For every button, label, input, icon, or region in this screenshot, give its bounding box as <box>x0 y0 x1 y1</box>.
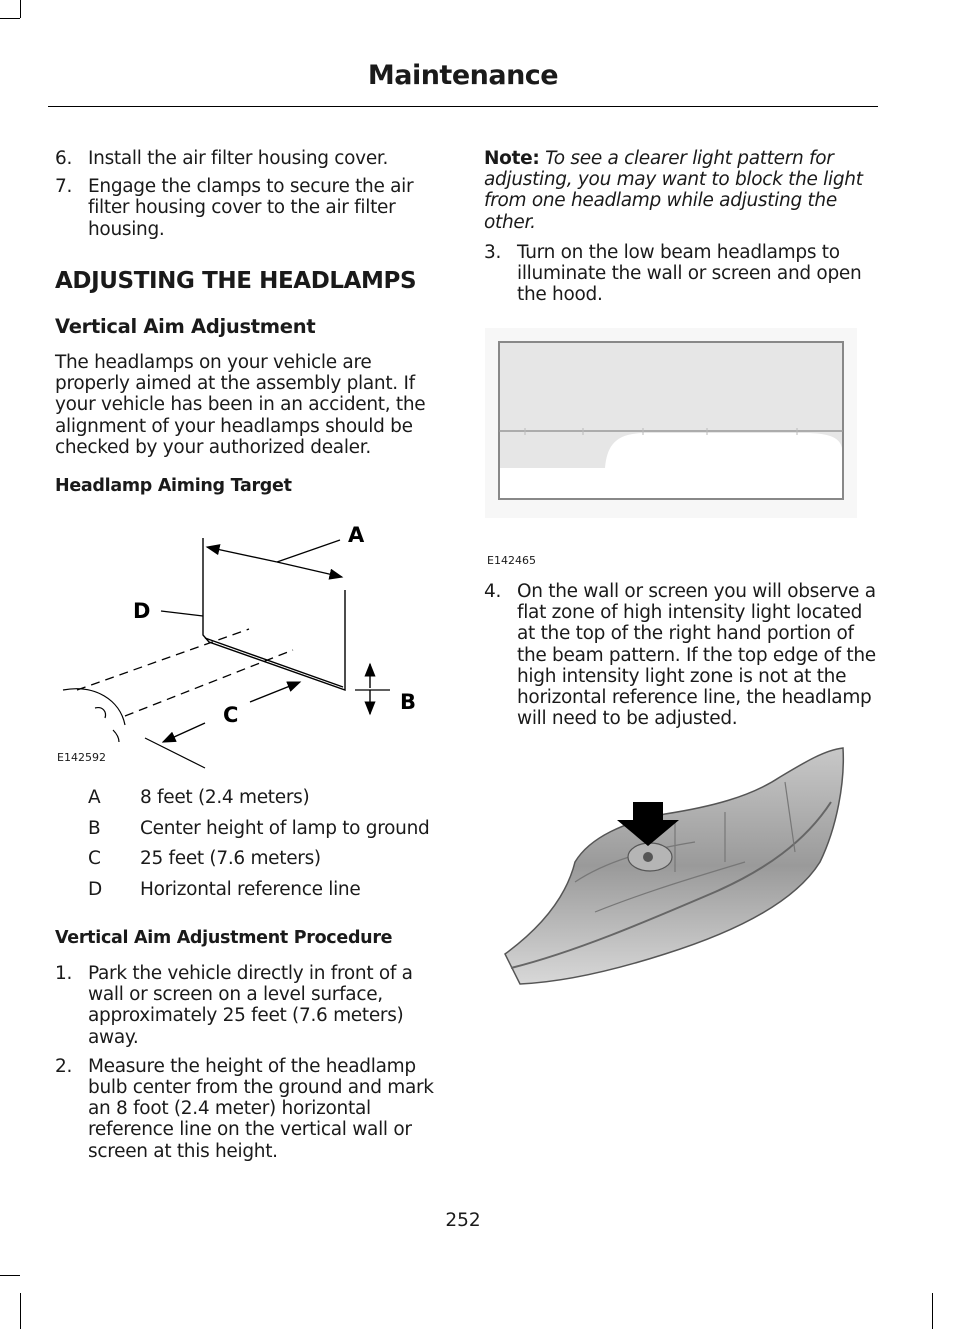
crop-mark <box>932 1293 933 1329</box>
aiming-target-diagram <box>55 520 445 770</box>
page-title: Maintenance <box>367 60 559 91</box>
arrow-a <box>207 547 277 562</box>
target-title: Headlamp Aiming Target <box>55 476 292 496</box>
label-a: A <box>348 523 365 547</box>
headlamp-housing <box>505 748 843 984</box>
leader-d <box>161 611 203 616</box>
leader-c <box>145 738 205 768</box>
step-text: On the wall or screen you will observe a flat zone of high intensity light located at the top of the right hand portion of the beam pattern. If the top edge of the high intensity light zone is not at the horizontal reference line, the headlamp will need to be adjusted. <box>517 581 876 730</box>
beam-lines <box>77 629 293 716</box>
crop-mark <box>0 18 20 19</box>
step-text: Measure the height of the headlamp bulb center from the ground and mark an 8 foot (2.4 meter) horizontal reference line on the vertical wall or screen at this height. <box>88 1055 434 1162</box>
step-text: Park the vehicle directly in front of a wall or screen on a level surface, approximately 25 feet (7.6 meters) away. <box>88 963 413 1048</box>
subsection-title: Vertical Aim Adjustment <box>55 315 316 338</box>
crop-mark <box>20 0 21 18</box>
step-3 <box>484 242 876 313</box>
legend-row <box>55 818 455 849</box>
label-d: D <box>133 599 151 623</box>
step-text: Install the air filter housing cover. <box>88 148 389 169</box>
page-number: 252 <box>445 1210 481 1231</box>
vehicle-outline <box>63 689 125 742</box>
crop-mark <box>0 1275 20 1276</box>
list-item <box>484 581 876 729</box>
legend-value: Horizontal reference line <box>140 878 361 900</box>
left-steps-top <box>55 148 445 247</box>
step-number: 3. <box>484 242 502 263</box>
note-text: To see a clearer light pattern for adjusting, you may want to block the light from one headlamp while adjusting the other. <box>484 148 863 233</box>
note-label: Note: <box>484 148 540 169</box>
legend-value: 8 feet (2.4 meters) <box>140 787 310 808</box>
legend-row <box>55 787 455 818</box>
procedure-steps <box>55 963 447 1169</box>
legend-value: 25 feet (7.6 meters) <box>140 848 321 869</box>
note-paragraph <box>484 148 874 233</box>
legend-row <box>55 848 455 879</box>
legend-value: Center height of lamp to ground <box>140 817 430 839</box>
step-text: Engage the clamps to secure the air filter housing cover to the air filter housing. <box>88 176 414 240</box>
step-number: 1. <box>55 963 73 984</box>
legend-key: D <box>88 878 102 900</box>
legend-key: C <box>88 848 101 869</box>
list-item <box>55 148 445 169</box>
step-number: 2. <box>55 1055 73 1077</box>
legend-row <box>55 879 455 910</box>
figure-id: E142592 <box>57 751 106 764</box>
step-number: 4. <box>484 581 502 602</box>
adjuster-screw <box>643 852 653 862</box>
label-b: B <box>400 690 417 714</box>
list-item <box>484 242 876 306</box>
legend-key: A <box>88 787 101 808</box>
crop-mark <box>20 1293 21 1329</box>
headlamp-assembly-illustration <box>495 742 847 990</box>
arrow-a <box>277 562 342 577</box>
section-title: ADJUSTING THE HEADLAMPS <box>55 268 417 294</box>
figure-legend <box>55 787 455 909</box>
reference-line <box>205 638 343 687</box>
leader-a <box>277 540 340 562</box>
step-number: 7. <box>55 176 73 198</box>
list-item <box>55 176 445 240</box>
procedure-title: Vertical Aim Adjustment Procedure <box>55 928 393 948</box>
step-4 <box>484 581 876 736</box>
figure-id: E142465 <box>487 554 536 567</box>
beam-pattern-figure <box>485 328 857 518</box>
legend-key: B <box>88 817 101 839</box>
beam-upper-zone <box>500 343 842 431</box>
arrow-c <box>163 723 205 742</box>
step-text: Turn on the low beam headlamps to illuminate the wall or screen and open the hood. <box>517 242 862 306</box>
label-c: C <box>223 703 239 727</box>
step-number: 6. <box>55 148 73 169</box>
header-rule <box>48 106 878 107</box>
list-item <box>55 1056 447 1162</box>
list-item <box>55 963 447 1048</box>
arrow-c <box>250 682 300 702</box>
intro-paragraph: The headlamps on your vehicle are properly aimed at the assembly plant. If your vehicle has been in an accident, the alignment of your headlamps should be checked by your authorized dealer. <box>55 352 426 458</box>
